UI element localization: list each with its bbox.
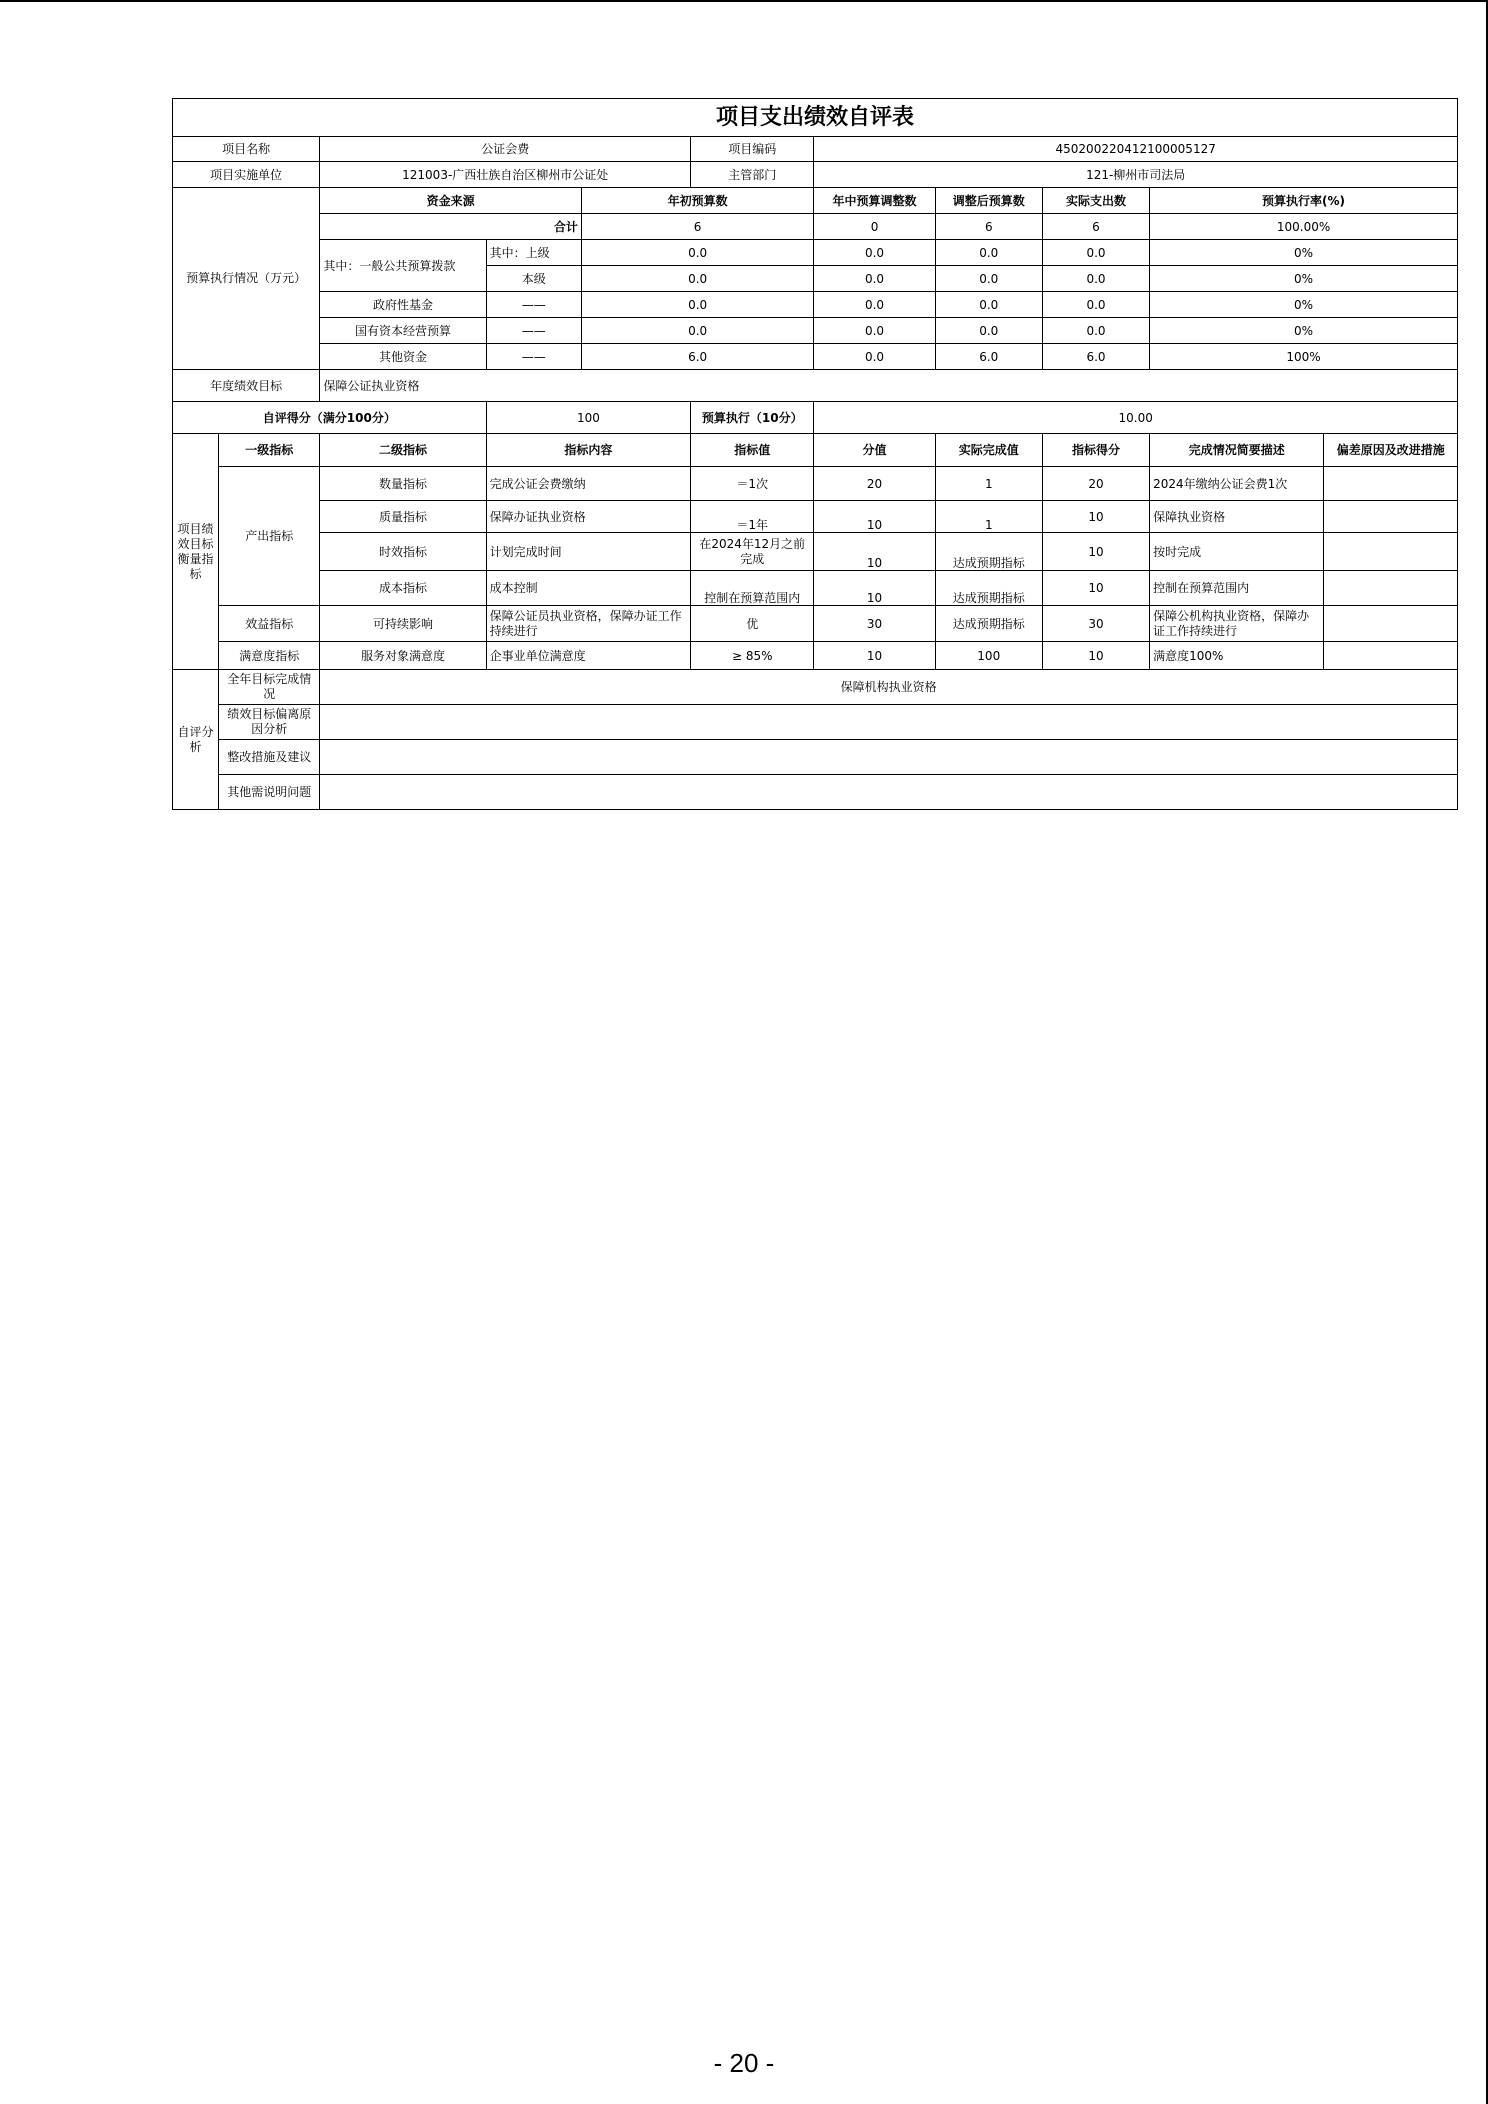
indicator-reason xyxy=(1324,501,1458,533)
indicator-reason xyxy=(1324,571,1458,606)
other-issues-value xyxy=(320,775,1458,810)
indicator-l2: 成本指标 xyxy=(320,571,486,606)
indicator-header: 指标得分 xyxy=(1042,434,1149,467)
indicator-actual: 达成预期指标 xyxy=(935,533,1042,571)
indicator-target: ＝1次 xyxy=(691,467,814,501)
dept: 121-柳州市司法局 xyxy=(814,162,1458,188)
budget-cell: 0.0 xyxy=(1042,292,1149,318)
budget-cell: 0.0 xyxy=(1042,266,1149,292)
budget-cell: 100.00% xyxy=(1150,214,1458,240)
budget-cell: 6.0 xyxy=(935,344,1042,370)
budget-header-actual: 实际支出数 xyxy=(1042,188,1149,214)
budget-section-label: 预算执行情况（万元） xyxy=(173,188,320,370)
deviation-value xyxy=(320,705,1458,740)
indicator-content: 企事业单位满意度 xyxy=(486,642,690,670)
indicator-header: 偏差原因及改进措施 xyxy=(1324,434,1458,467)
budget-cell: 100% xyxy=(1150,344,1458,370)
table-title: 项目支出绩效自评表 xyxy=(173,99,1458,137)
indicator-desc: 控制在预算范围内 xyxy=(1150,571,1324,606)
indicator-l2: 服务对象满意度 xyxy=(320,642,486,670)
indicator-weight: 10 xyxy=(814,642,935,670)
indicator-header: 完成情况简要描述 xyxy=(1150,434,1324,467)
impl-unit: 121003-广西壮族自治区柳州市公证处 xyxy=(320,162,691,188)
project-code: 450200220412100005127 xyxy=(814,137,1458,162)
other-issues-label: 其他需说明问题 xyxy=(219,775,320,810)
completion-value: 保障机构执业资格 xyxy=(320,670,1458,705)
budget-exec-score-value: 10.00 xyxy=(814,402,1458,434)
indicator-desc: 保障执业资格 xyxy=(1150,501,1324,533)
annual-goal: 保障公证执业资格 xyxy=(320,370,1458,402)
annual-goal-label: 年度绩效目标 xyxy=(173,370,320,402)
state-capital-label: 国有资本经营预算 xyxy=(320,318,486,344)
benefit-indicator-label: 效益指标 xyxy=(219,606,320,642)
project-name: 公证会费 xyxy=(320,137,691,162)
budget-cell: 0.0 xyxy=(581,266,814,292)
indicator-content: 完成公证会费缴纳 xyxy=(486,467,690,501)
budget-cell: 0 xyxy=(814,214,935,240)
indicator-score: 30 xyxy=(1042,606,1149,642)
indicator-target: ＝1年 xyxy=(691,501,814,533)
budget-cell: 6 xyxy=(935,214,1042,240)
indicator-score: 10 xyxy=(1042,642,1149,670)
indicator-target: 控制在预算范围内 xyxy=(691,571,814,606)
budget-cell: 0.0 xyxy=(814,266,935,292)
indicator-weight: 20 xyxy=(814,467,935,501)
indicator-reason xyxy=(1324,533,1458,571)
completion-label: 全年目标完成情况 xyxy=(219,670,320,705)
indicator-header: 一级指标 xyxy=(219,434,320,467)
budget-cell: 0.0 xyxy=(935,266,1042,292)
dash-cell: —— xyxy=(486,344,581,370)
budget-header-rate: 预算执行率(%) xyxy=(1150,188,1458,214)
indicator-content: 保障公证员执业资格，保障办证工作持续进行 xyxy=(486,606,690,642)
budget-header-source: 资金来源 xyxy=(320,188,582,214)
budget-cell: 0.0 xyxy=(935,318,1042,344)
budget-cell: 6.0 xyxy=(581,344,814,370)
other-fund-label: 其他资金 xyxy=(320,344,486,370)
indicator-l2: 可持续影响 xyxy=(320,606,486,642)
budget-cell: 0% xyxy=(1150,240,1458,266)
upper-level-label: 其中：上级 xyxy=(486,240,581,266)
performance-self-evaluation-table xyxy=(172,98,1458,810)
budget-cell: 0.0 xyxy=(1042,318,1149,344)
indicator-l2: 时效指标 xyxy=(320,533,486,571)
indicator-actual: 1 xyxy=(935,467,1042,501)
indicator-l2: 质量指标 xyxy=(320,501,486,533)
gov-fund-label: 政府性基金 xyxy=(320,292,486,318)
budget-cell: 6 xyxy=(581,214,814,240)
indicator-content: 成本控制 xyxy=(486,571,690,606)
budget-total-label: 合计 xyxy=(320,214,582,240)
project-code-label: 项目编码 xyxy=(691,137,814,162)
budget-cell: 0.0 xyxy=(814,292,935,318)
indicator-actual: 100 xyxy=(935,642,1042,670)
budget-cell: 6.0 xyxy=(1042,344,1149,370)
budget-cell: 0.0 xyxy=(1042,240,1149,266)
budget-cell: 0.0 xyxy=(581,292,814,318)
indicator-l2: 数量指标 xyxy=(320,467,486,501)
budget-header-adjusted: 调整后预算数 xyxy=(935,188,1042,214)
budget-header-adjust: 年中预算调整数 xyxy=(814,188,935,214)
deviation-label: 绩效目标偏离原因分析 xyxy=(219,705,320,740)
measures-value xyxy=(320,740,1458,775)
indicator-target: ≥ 85% xyxy=(691,642,814,670)
indicator-desc: 满意度100% xyxy=(1150,642,1324,670)
indicator-header: 分值 xyxy=(814,434,935,467)
indicator-target: 优 xyxy=(691,606,814,642)
indicator-header: 实际完成值 xyxy=(935,434,1042,467)
page-top-border xyxy=(0,0,1488,2)
indicator-weight: 30 xyxy=(814,606,935,642)
indicator-desc: 2024年缴纳公证会费1次 xyxy=(1150,467,1324,501)
indicator-content: 保障办证执业资格 xyxy=(486,501,690,533)
dept-label: 主管部门 xyxy=(691,162,814,188)
budget-cell: 0.0 xyxy=(814,318,935,344)
budget-header-initial: 年初预算数 xyxy=(581,188,814,214)
impl-unit-label: 项目实施单位 xyxy=(173,162,320,188)
general-budget-label: 其中：一般公共预算拨款 xyxy=(320,240,486,292)
indicator-score: 20 xyxy=(1042,467,1149,501)
budget-cell: 6 xyxy=(1042,214,1149,240)
indicator-desc: 保障公机构执业资格，保障办证工作持续进行 xyxy=(1150,606,1324,642)
local-level-label: 本级 xyxy=(486,266,581,292)
budget-cell: 0.0 xyxy=(814,240,935,266)
indicator-reason xyxy=(1324,467,1458,501)
budget-cell: 0.0 xyxy=(581,318,814,344)
indicator-content: 计划完成时间 xyxy=(486,533,690,571)
indicator-score: 10 xyxy=(1042,501,1149,533)
page-number: - 20 - xyxy=(713,2048,775,2078)
indicator-target: 在2024年12月之前完成 xyxy=(691,533,814,571)
budget-cell: 0.0 xyxy=(581,240,814,266)
budget-cell: 0.0 xyxy=(935,240,1042,266)
budget-cell: 0.0 xyxy=(814,344,935,370)
indicator-score: 10 xyxy=(1042,571,1149,606)
indicator-weight: 10 xyxy=(814,533,935,571)
budget-cell: 0% xyxy=(1150,318,1458,344)
indicator-header: 指标值 xyxy=(691,434,814,467)
indicator-actual: 1 xyxy=(935,501,1042,533)
measures-label: 整改措施及建议 xyxy=(219,740,320,775)
indicator-section-label: 项目绩效目标衡量指标 xyxy=(173,434,219,670)
budget-exec-score-label: 预算执行（10分） xyxy=(691,402,814,434)
indicator-weight: 10 xyxy=(814,571,935,606)
indicator-reason xyxy=(1324,642,1458,670)
indicator-reason xyxy=(1324,606,1458,642)
project-name-label: 项目名称 xyxy=(173,137,320,162)
dash-cell: —— xyxy=(486,318,581,344)
indicator-header: 二级指标 xyxy=(320,434,486,467)
dash-cell: —— xyxy=(486,292,581,318)
indicator-actual: 达成预期指标 xyxy=(935,606,1042,642)
indicator-score: 10 xyxy=(1042,533,1149,571)
indicator-weight: 10 xyxy=(814,501,935,533)
output-indicator-label: 产出指标 xyxy=(219,467,320,606)
indicator-header: 指标内容 xyxy=(486,434,690,467)
indicator-desc: 按时完成 xyxy=(1150,533,1324,571)
satisfaction-indicator-label: 满意度指标 xyxy=(219,642,320,670)
analysis-section-label: 自评分析 xyxy=(173,670,219,810)
indicator-actual: 达成预期指标 xyxy=(935,571,1042,606)
self-score-label: 自评得分（满分100分） xyxy=(173,402,487,434)
budget-cell: 0.0 xyxy=(935,292,1042,318)
budget-cell: 0% xyxy=(1150,266,1458,292)
budget-cell: 0% xyxy=(1150,292,1458,318)
self-score-value: 100 xyxy=(486,402,690,434)
